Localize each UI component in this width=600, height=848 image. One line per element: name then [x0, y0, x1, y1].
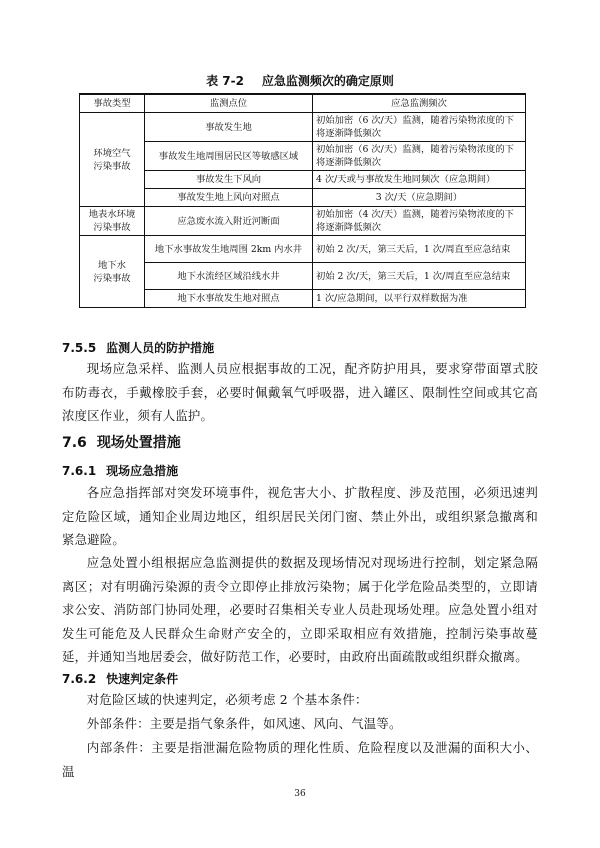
monitoring-site: 地下水事故发生地对照点 [145, 290, 313, 308]
table-caption-title: 应急监测频次的确定原则 [261, 74, 394, 88]
header-monitoring-site: 监测点位 [145, 94, 313, 113]
table-row [80, 113, 526, 142]
table-row [80, 290, 526, 308]
page-number: 36 [294, 789, 306, 799]
monitoring-site: 地下水流经区域沿线水井 [145, 263, 313, 290]
frequency: 3 次/天（应急期间） [313, 189, 526, 207]
frequency: 初始 2 次/天，第三天后，1 次/周直至应急结束 [313, 236, 526, 263]
monitoring-site: 事故发生地上风向对照点 [145, 189, 313, 207]
section-heading-7-6-2 [62, 670, 178, 687]
frequency: 4 次/天或与事故发生地同频次（应急期间） [313, 171, 526, 189]
paragraph-conditions: 对危险区域的快速判定，必须考虑 2 个基本条件： [86, 692, 368, 707]
monitoring-site: 事故发生地 [145, 113, 313, 142]
table-row [80, 207, 526, 236]
monitoring-frequency-table [79, 93, 526, 308]
section-title: 现场处置措施 [96, 435, 181, 451]
accident-type-groundwater: 地下水 污染事故 [80, 236, 145, 308]
section-number: 7.5.5 [62, 341, 97, 355]
frequency: 初始 2 次/天，第三天后，1 次/周直至应急结束 [313, 263, 526, 290]
paragraph-external-conditions: 外部条件：主要是指气象条件，如风速、风向、气温等。 [86, 716, 402, 731]
section-number: 7.6.2 [62, 672, 97, 686]
paragraph-protection: 现场应急采样、监测人员应根据事故的工况，配齐防护用具，要求穿带面罩式胶布防毒衣，手戴橡胶手套，必要时佩戴氧气呼吸器，进入罐区、限制性空间或其它高浓度区作业，须有人监护。 [62, 361, 538, 423]
table-row [80, 171, 526, 189]
monitoring-site: 事故发生下风向 [145, 171, 313, 189]
section-heading-7-6-1 [62, 462, 178, 479]
section-title: 现场应急措施 [106, 464, 179, 478]
paragraph-internal-conditions: 内部条件：主要是指泄漏危险物质的理化性质、危险程度以及泄漏的面积大小、温 [62, 740, 538, 779]
section-number: 7.6.1 [62, 464, 97, 478]
frequency: 初始加密（6 次/天）监测，随着污染物浓度的下将逐渐降低频次 [313, 113, 526, 142]
section-number: 7.6 [62, 435, 87, 451]
frequency: 初始加密（4 次/天）监测，随着污染物浓度的下将逐渐降低频次 [313, 207, 526, 236]
frequency: 初始加密（6 次/天）监测，随着污染物浓度的下将逐渐降低频次 [313, 142, 526, 171]
accident-type-surface-water: 地表水环境 污染事故 [80, 207, 145, 236]
monitoring-site: 应急废水流入附近河断面 [145, 207, 313, 236]
paragraph-command: 各应急指挥部对突发环境事件，视危害大小、扩散程度、涉及范围，必须迅速判定危险区域，通知企业周边地区，组织居民关闭门窗、禁止外出，或组织紧急撤离和紧急避险。 [62, 485, 538, 547]
table-row [80, 142, 526, 171]
header-accident-type: 事故类型 [80, 94, 145, 113]
table-caption-number: 表 7-2 [206, 74, 244, 88]
header-frequency: 应急监测频次 [313, 94, 526, 113]
section-title: 监测人员的防护措施 [106, 341, 215, 355]
table-row [80, 263, 526, 290]
table-caption [0, 72, 600, 89]
monitoring-site: 事故发生地周围居民区等敏感区域 [145, 142, 313, 171]
section-title: 快速判定条件 [106, 672, 179, 686]
accident-type-air: 环境空气 污染事故 [80, 113, 145, 207]
paragraph-disposal: 应急处置小组根据应急监测提供的数据及现场情况对现场进行控制，划定紧急隔离区；对有明确污染源的责令立即停止排放污染物；属于化学危险品类型的，立即请求公安、消防部门协同处理，必要时召集相关专业人员赴现场处理。应急处置小组对发生可能危及人民群众生命财产安全的，立即采取相应有效措施，控制污染事故蔓延，并通知当地居委会，做好防范工作，必要时，由政府出面疏散或组织群众撤离。 [62, 555, 538, 664]
monitoring-site: 地下水事故发生地周围 2km 内水井 [145, 236, 313, 263]
table-row [80, 189, 526, 207]
frequency: 1 次/应急期间，以平行双样数据为准 [313, 290, 526, 308]
table-row [80, 236, 526, 263]
section-heading-7-6 [62, 432, 181, 452]
table-header-row [80, 94, 526, 113]
section-heading-7-5-5 [62, 339, 214, 356]
